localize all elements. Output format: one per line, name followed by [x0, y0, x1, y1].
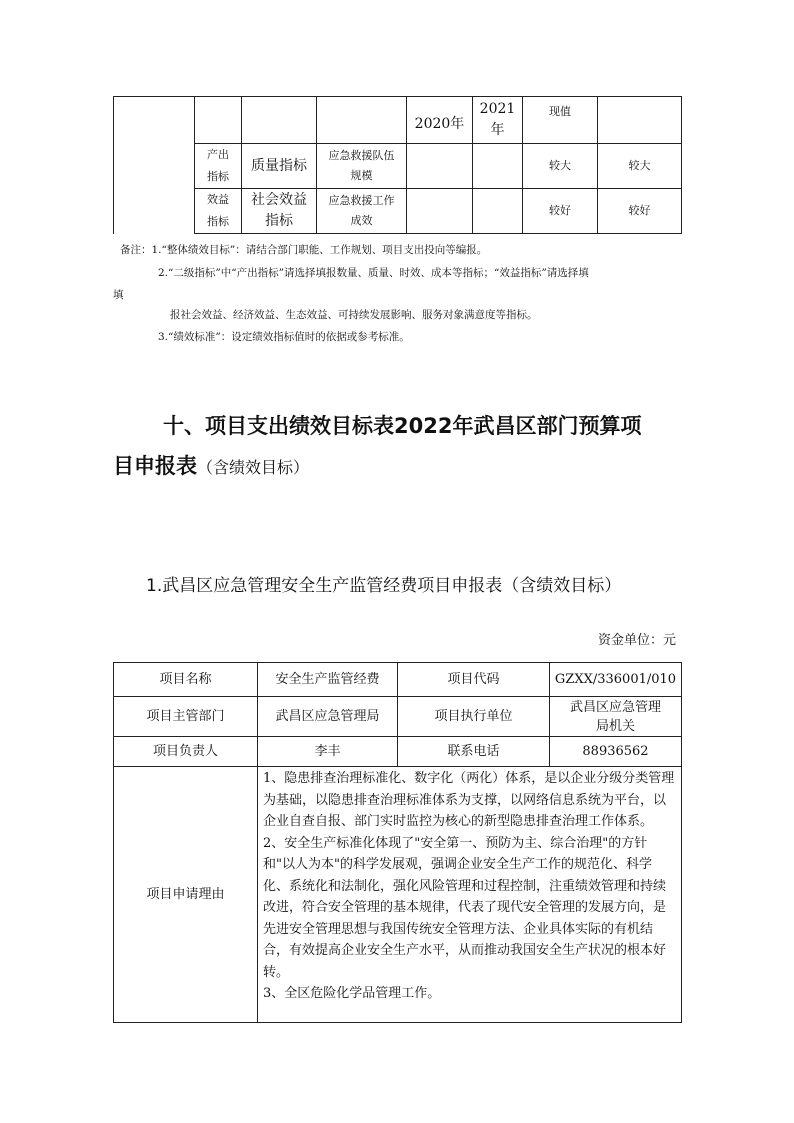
indicator-cell	[473, 189, 523, 234]
level3-indicator: 应急救援队伍 规模	[317, 144, 407, 189]
exec-unit: 武昌区应急管理 局机关	[550, 697, 682, 737]
project-code-label: 项目代码	[398, 663, 550, 697]
section-heading-line-1: 十、项目支出绩效目标表2022年武昌区部门预算项	[163, 414, 642, 438]
indicator-merged-cell	[114, 97, 195, 234]
reason-paragraph-3: 3、全区危险化学品管理工作。	[263, 986, 441, 1001]
current-value: 较好	[523, 189, 598, 234]
indicator-row	[114, 189, 682, 234]
indicator-row	[114, 144, 682, 189]
reason-paragraph-1: 1、隐患排查治理标准化、数字化（两化）体系，是以企业分级分类管理为基础，以隐患排查治理标准体系为支撑，以网络信息系统为平台，以企业自查自报、部门实时监控为核心的新型隐患排查治理工作体系。	[263, 771, 675, 829]
indicator-cell	[598, 97, 682, 144]
reason-label: 项目申请理由	[114, 767, 258, 1023]
table-row	[114, 697, 682, 737]
level1-indicator: 效益 指标	[195, 189, 242, 234]
table-row	[114, 663, 682, 697]
indicator-cell	[317, 97, 407, 144]
reason-content	[258, 767, 682, 1023]
table-row	[114, 737, 682, 767]
section-heading-sub: （含绩效目标）	[197, 458, 310, 477]
note-line-2-cont: 报社会效益、经济效益、生态效益、可持续发展影响、服务对象满意度等指标。	[170, 309, 538, 321]
year-2020-header: 2020年	[407, 97, 473, 144]
indicator-table	[113, 96, 682, 234]
level1-indicator: 产出 指标	[195, 144, 242, 189]
target-value: 较大	[598, 144, 682, 189]
indicator-cell	[407, 144, 473, 189]
phone-label: 联系电话	[398, 737, 550, 767]
target-value: 较好	[598, 189, 682, 234]
dept: 武昌区应急管理局	[258, 697, 398, 737]
exec-unit-label: 项目执行单位	[398, 697, 550, 737]
dept-label: 项目主管部门	[114, 697, 258, 737]
note-line-3: 3.“绩效标准”：设定绩效指标值时的依据或参考标准。	[158, 331, 410, 343]
project-name-label: 项目名称	[114, 663, 258, 697]
table-row	[114, 767, 682, 1023]
note-line-2: 2.“二级指标”中“产出指标”请选择填报数量、质量、时效、成本等指标；“效益指标”请选择填	[158, 267, 589, 279]
phone: 88936562	[550, 737, 682, 767]
reason-paragraph-2: 2、安全生产标准化体现了"安全第一、预防为主、综合治理"的方针和"以人为本"的科学发展观，强调企业安全生产工作的规范化、科学化、系统化和法制化，强化风险管理和过程控制，注重绩效管理和持续改进，符合安全管理的基本规律，代表了现代安全管理的发展方向，是先进安全管理思想与我国传统安全管理方法、企业具体实际的有机结合，有效提高企业安全生产水平，从而推动我国安全生产状况的根本好转。	[263, 835, 667, 980]
current-value: 较大	[523, 144, 598, 189]
note-line-1: 备注：1.“整体绩效目标”：请结合部门职能、工作规划、项目支出投向等编报。	[120, 244, 488, 256]
project-code: GZXX/336001/010	[550, 663, 682, 697]
indicator-cell	[242, 97, 317, 144]
level3-indicator: 应急救援工作 成效	[317, 189, 407, 234]
project-table	[113, 662, 682, 1023]
fund-unit: 资金单位：元	[598, 633, 677, 648]
owner-label: 项目负责人	[114, 737, 258, 767]
note-line-2-wrap: 填	[113, 289, 124, 301]
year-2021-header: 2021 年	[473, 97, 523, 144]
section-heading-line-2	[113, 446, 309, 488]
indicator-header-row	[114, 97, 682, 144]
indicator-cell	[195, 97, 242, 144]
indicator-cell	[407, 189, 473, 234]
project-name: 安全生产监管经费	[258, 663, 398, 697]
current-value-header: 现值	[523, 97, 598, 144]
indicator-cell	[473, 144, 523, 189]
section-heading-main: 目申报表	[113, 454, 197, 478]
level2-indicator: 质量指标	[242, 144, 317, 189]
subsection-title: 1.武昌区应急管理安全生产监管经费项目申报表（含绩效目标）	[146, 576, 622, 596]
level2-indicator: 社会效益 指标	[242, 189, 317, 234]
owner: 李丰	[258, 737, 398, 767]
